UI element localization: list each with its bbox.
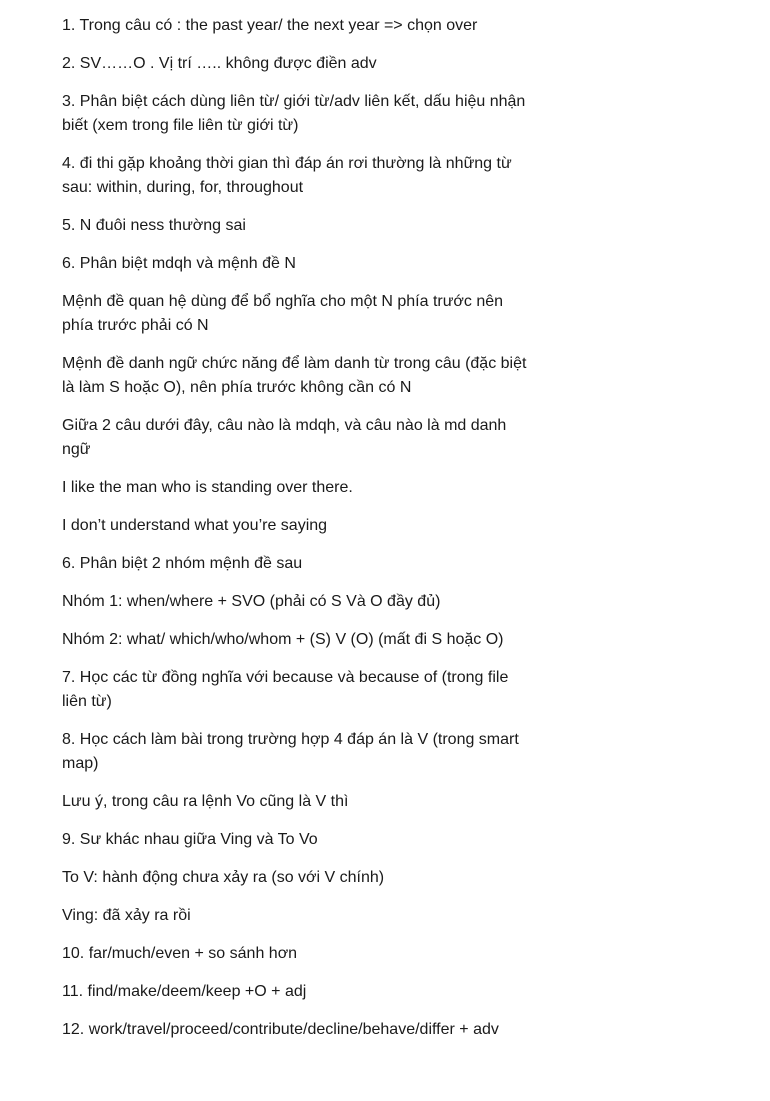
note-8: 8. Học cách làm bài trong trường hợp 4 đáp án là V (trong smart map) — [62, 731, 519, 772]
to-v-definition: To V: hành động chưa xảy ra (so với V chính) — [62, 869, 385, 886]
group-1: Nhóm 1: when/where + SVO (phải có S Và O đầy đủ) — [62, 593, 441, 610]
note-1: 1. Trong câu có : the past year/ the next year => chọn over — [62, 17, 478, 34]
note-8-remark: Lưu ý, trong câu ra lệnh Vo cũng là V thì — [62, 793, 349, 810]
note-3: 3. Phân biệt cách dùng liên từ/ giới từ/adv liên kết, dấu hiệu nhận biết (xem trong file liên từ giới từ) — [62, 93, 526, 134]
note-2: 2. SV……O . Vị trí ….. không được điền adv — [62, 55, 377, 72]
note-10: 10. far/much/even + so sánh hơn — [62, 945, 298, 962]
exercise-prompt: Giữa 2 câu dưới đây, câu nào là mdqh, và câu nào là md danh ngữ — [62, 417, 507, 458]
note-6: 6. Phân biệt mdqh và mệnh đề N — [62, 255, 296, 272]
noun-clause-explanation: Mệnh đề danh ngữ chức năng để làm danh từ trong câu (đặc biệt là làm S hoặc O), nên phía trước không cần có N — [62, 355, 527, 396]
group-2: Nhóm 2: what/ which/who/whom + (S) V (O) (mất đi S hoặc O) — [62, 631, 504, 648]
relative-clause-explanation: Mệnh đề quan hệ dùng để bổ nghĩa cho một N phía trước nên phía trước phải có N — [62, 293, 504, 334]
note-7: 7. Học các từ đồng nghĩa với because và because of (trong file liên từ) — [62, 669, 509, 710]
note-12: 12. work/travel/proceed/contribute/decline/behave/differ + adv — [62, 1021, 499, 1038]
note-4: 4. đi thi gặp khoảng thời gian thì đáp án rơi thường là những từ sau: within, during, for, throughout — [62, 155, 512, 196]
ving-definition: Ving: đã xảy ra rồi — [62, 907, 191, 924]
note-6b: 6. Phân biệt 2 nhóm mệnh đề sau — [62, 555, 303, 572]
note-11: 11. find/make/deem/keep +O + adj — [62, 983, 307, 1000]
document-body — [62, 14, 532, 1056]
example-sentence-2: I don’t understand what you’re saying — [62, 517, 328, 534]
note-5: 5. N đuôi ness thường sai — [62, 217, 246, 234]
example-sentence-1: I like the man who is standing over there. — [62, 479, 353, 496]
note-9: 9. Sư khác nhau giữa Ving và To Vo — [62, 831, 318, 848]
